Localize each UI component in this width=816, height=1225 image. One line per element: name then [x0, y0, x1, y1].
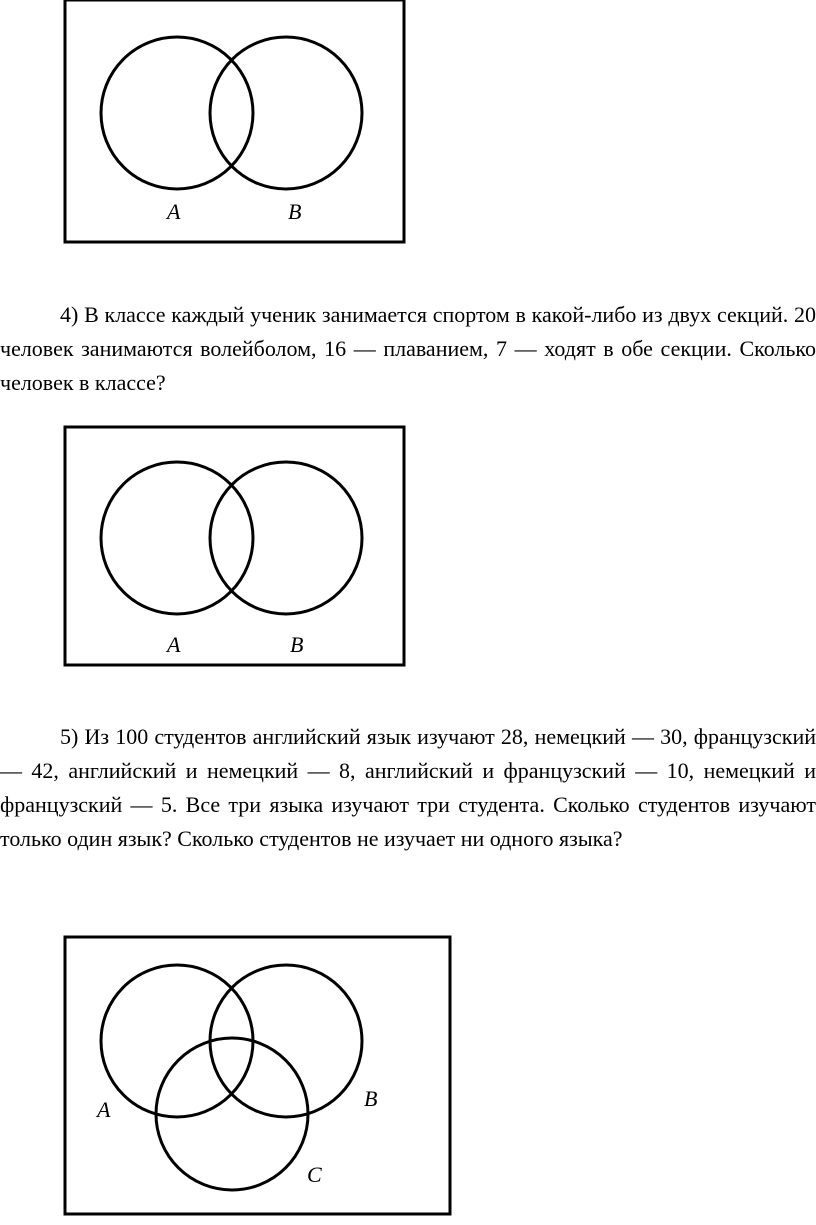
problem-4 — [0, 298, 816, 400]
set-c-circle — [156, 1038, 308, 1190]
set-a-label: A — [97, 1097, 111, 1122]
problem-5-text: Из 100 студентов английский язык изучают 28, немецкий — 30, французский — 42, английский и немецкий — 8, английский и французский — 10, немецкий и французский — 5. Все три языка изучают три студента. Сколько студентов изучают только один язык? Сколько студентов не изучает ни одного языка? — [0, 724, 816, 851]
set-b-label: B — [364, 1086, 378, 1111]
venn-diagram-two-sets-2 — [0, 425, 816, 670]
problem-5-number: 5) — [60, 724, 79, 749]
venn-diagram-two-sets-1 — [0, 0, 816, 250]
set-b-circle — [210, 965, 362, 1117]
set-a-label: A — [167, 199, 181, 224]
problem-5 — [0, 720, 816, 856]
set-b-label: B — [288, 199, 302, 224]
set-b-label: B — [290, 632, 304, 657]
universe-rect — [65, 0, 404, 242]
set-a-label: A — [167, 632, 181, 657]
universe-rect — [65, 427, 404, 665]
problem-4-text: В классе каждый ученик занимается спортом в какой-либо из двух секций. 20 человек занимаются волейболом, 16 — плаванием, 7 — ходят в обе секции. Сколько человек в классе? — [0, 302, 816, 395]
venn-diagram-three-sets — [0, 935, 816, 1225]
set-b-circle — [210, 462, 362, 614]
universe-rect — [65, 937, 450, 1214]
set-b-circle — [210, 37, 362, 189]
problem-4-number: 4) — [60, 302, 79, 327]
set-c-label: C — [307, 1162, 322, 1187]
